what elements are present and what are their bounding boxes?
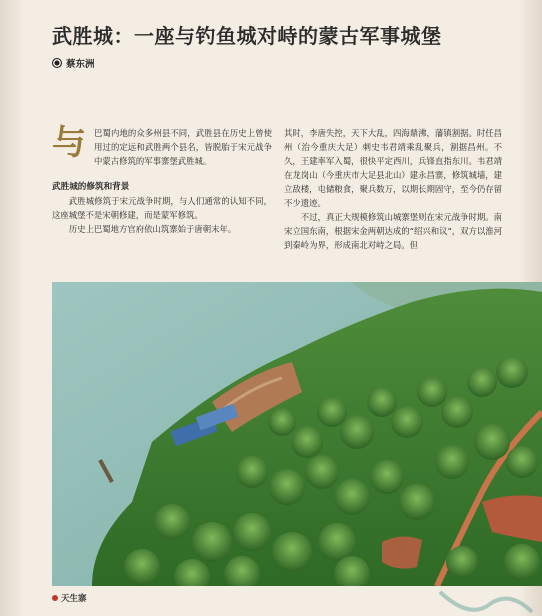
page-shade-left bbox=[0, 0, 24, 616]
body-paragraph: 武胜城修筑于宋元战争时期，与人们通常的认知不同，这座城堡不是宋朝修建，而是蒙军修筑。 bbox=[52, 196, 272, 220]
left-column bbox=[52, 123, 272, 236]
page-footer bbox=[52, 592, 87, 604]
footer-dot-icon bbox=[52, 595, 58, 601]
decorative-swash-icon bbox=[430, 590, 542, 616]
footer-label: 天生寨 bbox=[61, 594, 87, 604]
body-paragraph: 历史上巴蜀地方官府依山筑寨始于唐朝末年。 bbox=[68, 224, 237, 234]
body-paragraph: 其时，李唐失控，天下大乱，四海鼎沸，藩镇割据。时任昌州（治今重庆大足）刺史韦君靖乘乱聚兵，割据昌州。不久，王建率军入蜀，很快平定西川，兵锋直指东川。韦君靖在龙岗山（今重庆市大足县北山）建永昌寨，修筑城墙，建立敌楼，屯储粮食，聚兵数万，以期长期固守，至今仍存留不少遗迹。 bbox=[284, 128, 502, 208]
article-title: 武胜城：一座与钓鱼城对峙的蒙古军事城堡 bbox=[52, 24, 442, 48]
lead-paragraph bbox=[52, 123, 272, 168]
right-column bbox=[284, 126, 502, 252]
byline bbox=[52, 56, 95, 70]
section-heading: 武胜城的修筑和背景 bbox=[52, 182, 130, 192]
aerial-photo-illustration bbox=[52, 282, 542, 586]
lead-text: 巴蜀内地的众多州县不同，武胜县在历史上曾使用过的定远和武胜两个县名，皆脱胎于宋元战争中蒙古修筑的军事寨堡武胜城。 bbox=[94, 128, 272, 166]
aerial-photo bbox=[52, 282, 542, 586]
bullet-icon bbox=[52, 58, 62, 68]
body-paragraph: 不过，真正大规模修筑山城寨堡则在宋元战争时期。南宋立国东南，根据宋金两朝达成的“绍兴和议”，双方以淮河到秦岭为界，形成南北对峙之局。但 bbox=[284, 212, 502, 250]
dropcap: 与 bbox=[52, 123, 86, 163]
author-name: 蔡东洲 bbox=[66, 59, 95, 70]
